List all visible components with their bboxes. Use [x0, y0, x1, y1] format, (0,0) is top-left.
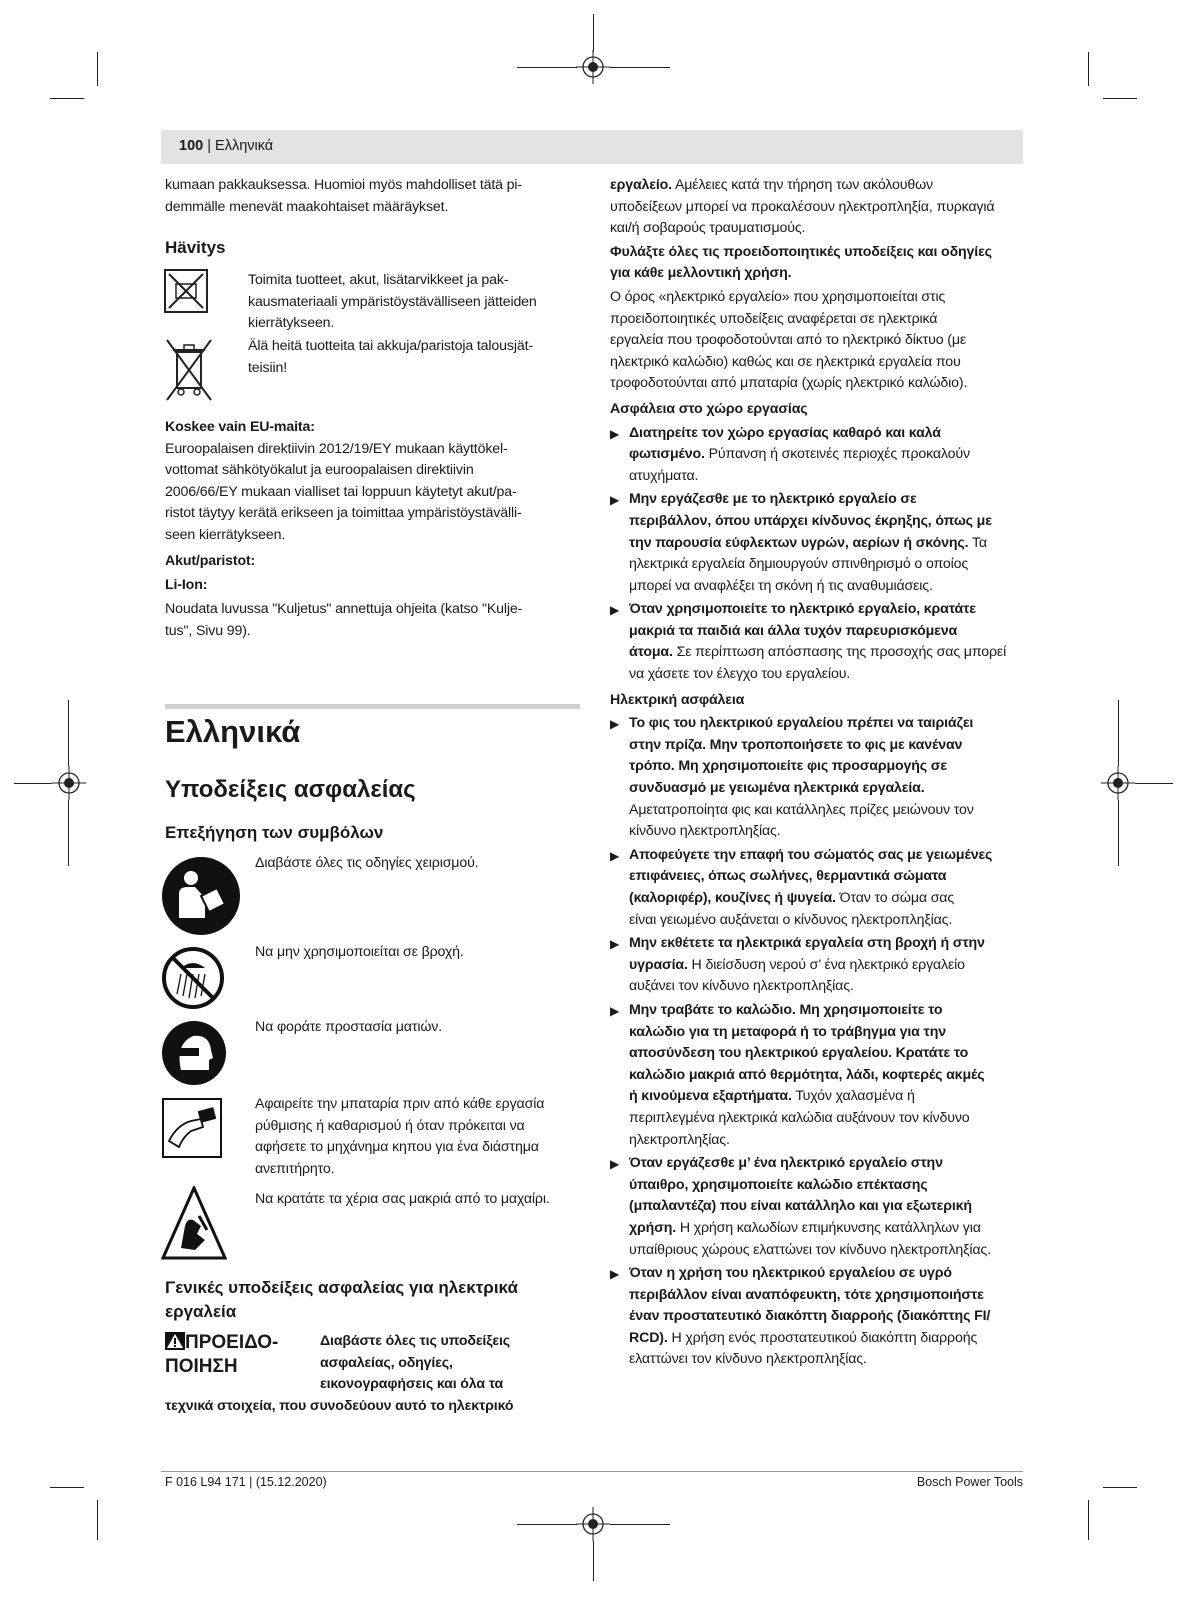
eu-section [165, 417, 580, 547]
sym-batt-line: ρύθμισης ή καθαρισμού ή όταν πρόκειται να [255, 1117, 525, 1134]
eu-heading: Koskee vain EU-maita: [165, 419, 315, 435]
bullet-line: Το φις του ηλεκτρικού εργαλείου πρέπει να ταιριάζει [629, 715, 974, 732]
r1-line: υποδείξεων μπορεί να προκαλέσουν ηλεκτροπληξία, πυρκαγιά [610, 198, 995, 215]
sym-hands-text: Να κρατάτε τα χέρια σας μακριά από το μαχαίρι. [255, 1191, 550, 1207]
bullet-line: στην πρίζα. Μην τροποποιήσετε το φις με κανέναν [629, 736, 963, 753]
warning-line: τεχνικά στοιχεία, που συνοδεύουν αυτό το ηλεκτρικό [165, 1398, 514, 1414]
bullet-line: περιπλεγμένα ηλεκτρικά καλώδια αυξάνουν τον κίνδυνο [629, 1109, 970, 1126]
bullet-line: περιβάλλον, όπου υπάρχει κίνδυνος έκρηξης, όπως με [629, 512, 992, 529]
bullet-triangle-icon: ▶ [610, 848, 620, 863]
crop-mark [1118, 800, 1119, 866]
bullet-line: συνδυασμό με γειωμένα ηλεκτρικά εργαλεία. [629, 780, 925, 797]
page-header-text: 100 | Ελληνικά [179, 138, 274, 154]
havitys-line: kausmateriaali ympäristöystävälliseen jätteiden [248, 293, 537, 310]
liion-heading: Li-Ion: [165, 576, 208, 593]
bullet-item [610, 489, 1024, 597]
bullet-item [610, 1000, 1024, 1151]
bullet-line: ατυχήματα. [629, 467, 699, 484]
read-manual-icon [161, 856, 241, 936]
registration-mark-icon [576, 1507, 610, 1541]
crop-mark [610, 67, 670, 68]
crop-mark [97, 1500, 98, 1540]
bullet-line: (μπαλαντέζα) που είναι κατάλληλο και για εξωτερική [629, 1198, 972, 1215]
eye-protection-icon [161, 1020, 227, 1086]
ala-text [248, 336, 583, 379]
crop-mark [1103, 98, 1137, 99]
bullet-line: αποσύνδεση του ηλεκτρικού εργαλείου. Κρατάτε το [629, 1045, 969, 1062]
bullet-text: Η χρήση καλωδίων επιμήκυνσης κατάλληλων για [676, 1219, 981, 1236]
page-header [161, 130, 1023, 164]
elec-heading: Ηλεκτρική ασφάλεια [610, 691, 745, 708]
crop-mark [68, 700, 69, 766]
eu-line: vottomat sähkötyökalut ja euroopalaisen direktiivin [165, 462, 474, 479]
bullet-text: Ρύπανση ή σκοτεινές περιοχές προκαλούν [704, 446, 970, 463]
bullet-line: επιφάνειες, όπως σωλήνες, θερμαντικά σώματα [629, 868, 947, 885]
bullet-triangle-icon: ▶ [610, 1157, 620, 1172]
term-line: Ο όρος «ηλεκτρικό εργαλείο» που χρησιμοποιείται στις [610, 288, 946, 305]
ala-line: teisiin! [248, 359, 288, 376]
crop-mark [517, 67, 577, 68]
crop-mark [50, 1487, 84, 1488]
crop-mark [1088, 1500, 1089, 1540]
keep-line: Φυλάξτε όλες τις προειδοποιητικές υποδείξεις και οδηγίες [610, 243, 992, 260]
bullet-item [610, 713, 1024, 843]
bullet-triangle-icon: ▶ [610, 1267, 620, 1282]
bullet-line: έναν προστατευτικό διακόπτη διαρροής (διακόπτης FI/ [629, 1308, 991, 1325]
bullet-text: Όταν το σώμα σας [835, 890, 955, 906]
crossed-package-icon [163, 268, 209, 314]
registration-mark-icon [576, 50, 610, 84]
bullet-text: Η χρήση ενός προστατευτικού διακόπτη διαρροής [667, 1329, 978, 1346]
bullet-text: Η διείσδυση νερού σ’ ένα ηλεκτρικό εργαλείο [687, 956, 965, 973]
keep-line: για κάθε μελλοντική χρήση. [610, 265, 792, 282]
bullet-line: να χάσετε τον έλεγχο του εργαλείου. [629, 666, 851, 683]
bullet-bold: την παρουσία εύφλεκτων υγρών, αερίων ή σκόνης. [629, 534, 969, 551]
bullet-line: ηλεκτρικά εργαλεία δημιουργούν σπινθηρισμό ο οποίος [629, 556, 969, 573]
bullet-line: Μην τραβάτε το καλώδιο. Μη χρησιμοποιείτε το [629, 1001, 943, 1018]
ala-line: Älä heitä tuotteita tai akkuja/paristoja talousjät- [248, 338, 533, 354]
term-line: εργαλεία που τροφοδοτούνται από το ηλεκτρικό δίκτυο (με [610, 332, 967, 349]
crop-mark [1118, 700, 1119, 766]
term-line: ηλεκτρικό καλώδιο) καθώς και σε ηλεκτρικά εργαλεία που [610, 353, 961, 370]
bullet-line: καλώδιο μακριά από θερμότητα, λάδι, κοφτερές ακμές [629, 1066, 985, 1083]
akut-heading: Akut/paristot: [165, 553, 256, 569]
eu-line: ristot täytyy kerätä erikseen ja toimittaa ympäristöystävälli- [165, 505, 522, 522]
page-number: 100 [179, 138, 204, 154]
section-name: Ελληνικά [215, 138, 274, 154]
section-divider [165, 704, 580, 709]
crop-mark [517, 1524, 577, 1525]
intro-line: demmälle menevät maakohtaiset määräykset. [165, 198, 449, 215]
warning-text [320, 1331, 590, 1396]
bullet-line: ελαττώνει τον κίνδυνο ηλεκτροπληξίας. [629, 1351, 867, 1368]
sym-batt-line: ανεπιτήρητο. [255, 1160, 335, 1177]
bullet-line: κίνδυνο ηλεκτροπληξίας. [629, 823, 781, 840]
crop-mark [14, 783, 52, 784]
registration-mark-icon [1101, 766, 1135, 800]
footer-rule [161, 1471, 1023, 1472]
bullet-text: Σε περίπτωση απόσπασης της προσοχής σας μπορεί [672, 644, 1007, 661]
r1-text: Αμέλειες κατά την τήρηση των ακόλουθων [671, 177, 933, 193]
bullet-item [610, 845, 1024, 931]
bullet-line: καλώδιο για τη μεταφορά ή το τράβηγμα για την [629, 1023, 946, 1040]
crop-mark [68, 800, 69, 866]
no-rain-icon [161, 946, 225, 1010]
bullet-line: Αμετατροποίητα φις και κατάλληλες πρίζες μειώνουν τον [629, 801, 974, 818]
warning-line: ασφαλείας, οδηγίες, [320, 1354, 453, 1371]
sym-rain-text: Να μην χρησιμοποιείται σε βροχή. [255, 944, 464, 960]
noudata-line: tus", Sivu 99). [165, 622, 251, 639]
term-line: τροφοδοτούνται από μπαταρία (χωρίς ηλεκτρικό καλώδιο). [610, 375, 968, 392]
bullet-line: υπαίθριους χώρους ελαττώνει τον κίνδυνο ηλεκτροπληξίας. [629, 1241, 991, 1258]
sym-read-text: Διαβάστε όλες τις οδηγίες χειρισμού. [255, 855, 479, 871]
warning-line: εικονογραφήσεις και όλα τα [320, 1376, 504, 1393]
warning-triangle-icon [165, 1332, 185, 1350]
bullet-triangle-icon: ▶ [610, 426, 620, 441]
bullet-item [610, 423, 1024, 488]
warning-label [165, 1331, 278, 1379]
crop-mark [1135, 783, 1173, 784]
crop-mark [610, 1524, 670, 1525]
crop-mark [593, 1541, 594, 1581]
bullet-line: τρόπο. Μη χρησιμοποιείτε φις προσαρμογής σε [629, 758, 947, 775]
footer-right: Bosch Power Tools [916, 1475, 1023, 1489]
bullet-line: αυξάνει τον κίνδυνο ηλεκτροπληξίας. [629, 978, 854, 995]
bullet-bold: ή κινούμενα εξαρτήματα. [629, 1088, 792, 1105]
bullet-item [610, 599, 1024, 685]
eu-line: seen kierrätykseen. [165, 526, 286, 543]
general-heading-line: Γενικές υποδείξεις ασφαλείας για ηλεκτρικά [165, 1278, 518, 1297]
intro-line: kumaan pakkauksessa. Huomioi myös mahdolliset tätä pi- [165, 177, 522, 193]
warning-word: ΠΡΟΕΙΔΟ- [185, 1332, 279, 1353]
right-column [610, 175, 1024, 1371]
bullet-line: ύπαιθρο, χρησιμοποιείτε καλώδιο επέκτασης [629, 1176, 928, 1193]
registration-mark-icon [52, 766, 86, 800]
greek-heading: Ελληνικά [165, 714, 301, 749]
bullet-bold: (καλοριφέρ), κουζίνες ή ψυγεία. [629, 890, 836, 906]
bullet-triangle-icon: ▶ [610, 603, 620, 618]
bullet-line: Μην εργάζεσθε με το ηλεκτρικό εργαλείο σε [629, 491, 917, 508]
sym-batt-line: Αφαιρείτε την μπαταρία πριν από κάθε εργασία [255, 1096, 545, 1112]
bullet-triangle-icon: ▶ [610, 937, 620, 952]
bullet-line: μακριά τα παιδιά και άλλα τυχόν παρευρισκόμενα [629, 622, 958, 639]
bullet-bold: φωτισμένο. [629, 446, 705, 463]
bullet-text: Τα [968, 534, 987, 551]
bullet-line: Όταν εργάζεσθε μ’ ένα ηλεκτρικό εργαλείο στην [629, 1155, 943, 1172]
r1-line: και/ή σοβαρούς τραυματισμούς. [610, 220, 806, 237]
crop-mark [1088, 52, 1089, 86]
left-column [165, 175, 580, 218]
eu-line: 2006/66/EY mukaan vialliset tai loppuun käytetyt akut/pa- [165, 483, 517, 500]
sym-batt-line: αφήσετε το μηχάνημα κηπου για ένα διάστημα [255, 1139, 539, 1156]
bullet-bold: άτομα. [629, 644, 673, 661]
hands-knife-icon [161, 1186, 227, 1260]
bullet-line: Όταν η χρήση του ηλεκτρικού εργαλείου σε υγρό [629, 1265, 952, 1282]
bullet-item [610, 933, 1024, 998]
crop-mark [593, 14, 594, 52]
eu-line: Euroopalaisen direktiivin 2012/19/EY mukaan käyttökel- [165, 440, 508, 457]
crop-mark [1103, 1487, 1137, 1488]
havitys-heading: Hävitys [165, 238, 226, 257]
term-line: προειδοποιητικές υποδείξεις αναφέρεται σε ηλεκτρικά [610, 310, 938, 327]
warning-word: ΠΟΙΗΣΗ [165, 1356, 238, 1377]
footer-left: F 016 L94 171 | (15.12.2020) [165, 1475, 327, 1489]
warning-line: Διαβάστε όλες τις υποδείξεις [320, 1333, 510, 1349]
safety-heading: Υποδείξεις ασφαλείας [165, 776, 416, 803]
bullet-line: περιβάλλον είναι αναπόφευκτη, τότε χρησιμοποιήστε [629, 1286, 984, 1303]
crop-mark [97, 52, 98, 86]
crop-mark [50, 98, 84, 99]
bullet-line: ηλεκτροπληξίας. [629, 1131, 730, 1148]
akut-section [165, 551, 580, 642]
bullet-line: μπορεί να αναφλέξει τη σκόνη ή τις αναθυμιάσεις. [629, 577, 933, 594]
bullet-bold: RCD). [629, 1329, 668, 1346]
bullet-line: είναι γειωμένο αυξάνεται ο κίνδυνος ηλεκτροπληξίας. [629, 911, 953, 928]
bullet-bold: χρήση. [629, 1219, 677, 1236]
bullet-item [610, 1263, 1024, 1371]
bullet-line: Όταν χρησιμοποιείτε το ηλεκτρικό εργαλείο, κρατάτε [629, 601, 976, 618]
bullet-triangle-icon: ▶ [610, 717, 620, 732]
sym-batt-text [255, 1094, 575, 1180]
noudata-line: Noudata luvussa "Kuljetus" annettuja ohjeita (katso "Kulje- [165, 601, 523, 618]
sym-eyes-text: Να φοράτε προστασία ματιών. [255, 1019, 442, 1035]
crossed-bin-icon [163, 338, 215, 402]
bullet-item [610, 1153, 1024, 1261]
r1-bold: εργαλείο. [610, 177, 672, 193]
havitys-text [248, 270, 583, 335]
symbols-heading: Επεξήγηση των συμβόλων [165, 823, 384, 842]
havitys-line: Toimita tuotteet, akut, lisätarvikkeet ja pak- [248, 272, 509, 288]
general-heading-line: εργαλεία [165, 1302, 237, 1321]
bullet-line: Αποφεύγετε την επαφή του σώματός σας με γειωμένες [629, 846, 993, 863]
bullet-line: Μην εκθέτετε τα ηλεκτρικά εργαλεία στη βροχή ή στην [629, 935, 985, 952]
work-heading: Ασφάλεια στο χώρο εργασίας [610, 400, 808, 417]
havitys-line: kierrätykseen. [248, 315, 335, 332]
general-heading [165, 1276, 518, 1324]
bullet-text: Τυχόν χαλασμένα ή [791, 1088, 915, 1105]
remove-battery-icon [161, 1097, 223, 1159]
bullet-triangle-icon: ▶ [610, 1003, 620, 1018]
bullet-triangle-icon: ▶ [610, 493, 620, 508]
bullet-bold: υγρασία. [629, 956, 688, 973]
bullet-line: Διατηρείτε τον χώρο εργασίας καθαρό και καλά [629, 424, 941, 441]
